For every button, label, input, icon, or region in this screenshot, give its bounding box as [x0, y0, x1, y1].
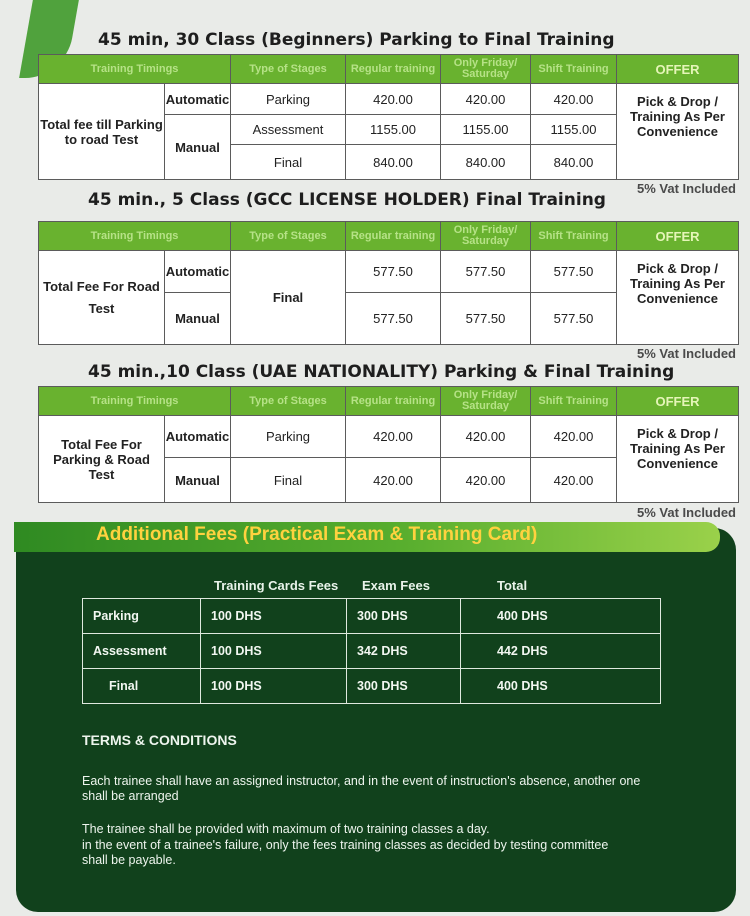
row-label-assessment: Assessment: [83, 634, 201, 669]
header-exam-fees: Exam Fees: [362, 578, 430, 593]
section2-label: Total Fee For Road Test: [39, 251, 165, 345]
section1-stage-final: Final: [231, 145, 346, 180]
section3-table: [38, 386, 739, 503]
section3-final-shift: 420.00: [531, 458, 617, 503]
section3-parking-shift: 420.00: [531, 416, 617, 458]
section3-final-regular: 420.00: [346, 458, 441, 503]
section2-table: [38, 221, 739, 345]
header-timings: Training Timings: [39, 55, 231, 84]
additional-fees-table: [82, 598, 661, 704]
header-friday: Only Friday/ Saturday: [441, 222, 531, 251]
section3-parking-regular: 420.00: [346, 416, 441, 458]
terms-paragraph-2a: The trainee shall be provided with maximum of two training classes a day.: [82, 822, 490, 836]
section2-vat: 5% Vat Included: [637, 346, 736, 361]
assessment-card-fee: 100 DHS: [201, 634, 347, 669]
assessment-total: 442 DHS: [461, 634, 661, 669]
header-training-cards: Training Cards Fees: [214, 578, 339, 593]
section2-stage-final: Final: [231, 251, 346, 345]
section1-assessment-friday: 1155.00: [441, 115, 531, 145]
final-card-fee: 100 DHS: [201, 669, 347, 704]
section1-final-friday: 840.00: [441, 145, 531, 180]
section1-stage-parking: Parking: [231, 84, 346, 115]
section1-title: 45 min, 30 Class (Beginners) Parking to Final Training: [98, 30, 615, 50]
header-shift: Shift Training: [531, 387, 617, 416]
table-row: [83, 669, 661, 704]
header-stages: Type of Stages: [231, 387, 346, 416]
final-exam-fee: 300 DHS: [347, 669, 461, 704]
section2-row1-regular: 577.50: [346, 251, 441, 293]
section3-vat: 5% Vat Included: [637, 505, 736, 520]
section1-vat: 5% Vat Included: [637, 181, 736, 196]
section1-parking-shift: 420.00: [531, 84, 617, 115]
header-friday: Only Friday/ Saturday: [441, 387, 531, 416]
header-shift: Shift Training: [531, 222, 617, 251]
header-timings: Training Timings: [39, 387, 231, 416]
terms-heading: TERMS & CONDITIONS: [82, 732, 237, 748]
section3-label: Total Fee For Parking & Road Test: [39, 416, 165, 503]
header-stages: Type of Stages: [231, 222, 346, 251]
section2-row2-regular: 577.50: [346, 293, 441, 345]
table-row: [83, 599, 661, 634]
row-label-parking: Parking: [83, 599, 201, 634]
section1-assessment-shift: 1155.00: [531, 115, 617, 145]
section2-row1-shift: 577.50: [531, 251, 617, 293]
section3-title: 45 min.,10 Class (UAE NATIONALITY) Parking & Final Training: [88, 362, 675, 382]
section1-final-shift: 840.00: [531, 145, 617, 180]
header-offer: OFFER: [617, 55, 739, 84]
section1-manual: Manual: [165, 115, 231, 180]
section1-label: Total fee till Parking to road Test: [39, 84, 165, 180]
terms-paragraph-2b: in the event of a trainee's failure, only the fees training classes as decided by testing committee shall be payable.: [82, 838, 609, 867]
header-friday: Only Friday/ Saturday: [441, 55, 531, 84]
header-regular: Regular training: [346, 222, 441, 251]
assessment-exam-fee: 342 DHS: [347, 634, 461, 669]
section2-automatic: Automatic: [165, 251, 231, 293]
section1-assessment-regular: 1155.00: [346, 115, 441, 145]
parking-exam-fee: 300 DHS: [347, 599, 461, 634]
section3-final-friday: 420.00: [441, 458, 531, 503]
section2-manual: Manual: [165, 293, 231, 345]
section3-automatic: Automatic: [165, 416, 231, 458]
section3-manual: Manual: [165, 458, 231, 503]
section1-stage-assessment: Assessment: [231, 115, 346, 145]
section2-offer: Pick & Drop / Training As Per Convenience: [617, 251, 739, 345]
section3-stage-final: Final: [231, 458, 346, 503]
header-offer: OFFER: [617, 387, 739, 416]
parking-card-fee: 100 DHS: [201, 599, 347, 634]
section2-row2-friday: 577.50: [441, 293, 531, 345]
row-label-final: Final: [83, 669, 201, 704]
section1-parking-regular: 420.00: [346, 84, 441, 115]
header-shift: Shift Training: [531, 55, 617, 84]
header-total: Total: [497, 578, 528, 593]
additional-fees-title: Additional Fees (Practical Exam & Training Card): [96, 524, 538, 545]
final-total: 400 DHS: [461, 669, 661, 704]
header-offer: OFFER: [617, 222, 739, 251]
section3-offer: Pick & Drop / Training As Per Convenience: [617, 416, 739, 503]
section2-row1-friday: 577.50: [441, 251, 531, 293]
section2-row2-shift: 577.50: [531, 293, 617, 345]
section1-parking-friday: 420.00: [441, 84, 531, 115]
terms-paragraph-1: Each trainee shall have an assigned instructor, and in the event of instruction's absence, another one shall be arranged: [82, 774, 641, 803]
parking-total: 400 DHS: [461, 599, 661, 634]
section2-title: 45 min., 5 Class (GCC LICENSE HOLDER) Final Training: [88, 190, 606, 210]
header-stages: Type of Stages: [231, 55, 346, 84]
section3-parking-friday: 420.00: [441, 416, 531, 458]
section3-stage-parking: Parking: [231, 416, 346, 458]
section1-offer: Pick & Drop / Training As Per Convenience: [617, 84, 739, 180]
section1-automatic: Automatic: [165, 84, 231, 115]
header-regular: Regular training: [346, 55, 441, 84]
table-row: [83, 634, 661, 669]
header-regular: Regular training: [346, 387, 441, 416]
header-timings: Training Timings: [39, 222, 231, 251]
section1-final-regular: 840.00: [346, 145, 441, 180]
section1-table: [38, 54, 739, 180]
